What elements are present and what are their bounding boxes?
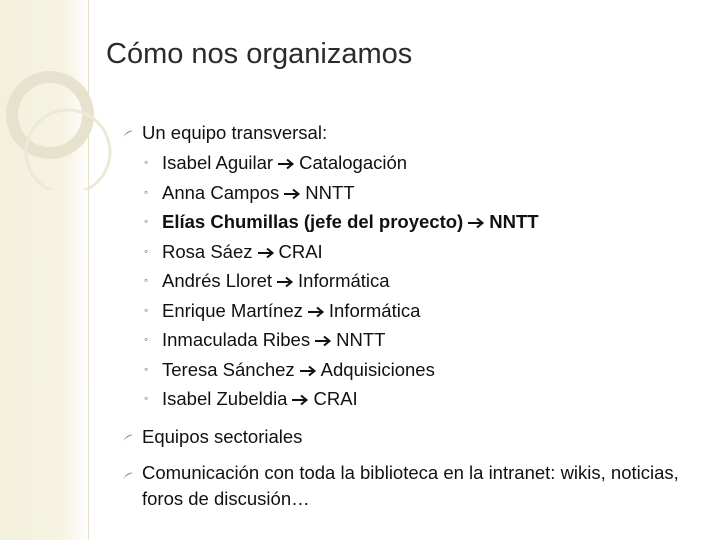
bullet-item: [122, 422, 682, 452]
bullet-text: Equipos sectoriales: [142, 425, 303, 447]
bullet-marker-icon: [122, 129, 134, 139]
team-member-item: [122, 355, 682, 385]
sub-bullet-marker: ◦: [144, 302, 149, 317]
member-name: Andrés Lloret: [162, 270, 273, 291]
bullet-spacer: [122, 452, 682, 460]
member-name: Elías Chumillas (jefe del proyecto): [162, 211, 464, 232]
member-department: Informática: [298, 270, 390, 291]
member-name: Teresa Sánchez: [162, 358, 295, 380]
member-department: CRAI: [313, 388, 358, 409]
member-department: Informática: [328, 299, 421, 321]
member-department: Adquisiciones: [320, 358, 435, 380]
slide-title: Cómo nos organizamos: [106, 38, 413, 70]
sub-bullet-marker: ◦: [144, 273, 149, 287]
team-member-item: [122, 237, 682, 267]
sub-bullet-marker: ◦: [144, 332, 149, 346]
arrow-right-icon: [257, 247, 275, 259]
team-member-item: [122, 178, 682, 208]
arrow-right-icon: [314, 335, 332, 347]
sub-bullet-marker: ◦: [144, 184, 149, 199]
member-name: Rosa Sáez: [162, 240, 253, 262]
member-department: NNTT: [489, 211, 539, 232]
bullet-text: Comunicación con toda la biblioteca en la intranet: wikis, noticias, foros de discusión…: [142, 461, 679, 509]
member-department: Catalogación: [299, 152, 408, 173]
team-member-item: [122, 266, 682, 296]
bullet-text: Un equipo transversal:: [142, 122, 328, 143]
arrow-right-icon: [299, 365, 317, 377]
arrow-right-icon: [276, 276, 294, 288]
team-member-item: [122, 296, 682, 326]
member-name: Isabel Aguilar: [162, 152, 274, 173]
sub-bullet-marker: ◦: [144, 214, 149, 228]
arrow-right-icon: [277, 158, 295, 170]
bullet-marker-icon: [122, 433, 134, 443]
bullet-list: [122, 118, 682, 512]
sub-bullet-marker: ◦: [144, 243, 149, 258]
decorative-circles: [0, 40, 120, 190]
team-member-item: [122, 384, 682, 414]
member-name: Enrique Martínez: [162, 299, 303, 321]
team-member-item: [122, 148, 682, 178]
arrow-right-icon: [291, 394, 309, 406]
arrow-right-icon: [307, 306, 325, 318]
sub-bullet-marker: ◦: [144, 361, 149, 376]
member-department: NNTT: [305, 181, 355, 203]
member-name: Isabel Zubeldia: [162, 388, 288, 409]
arrow-right-icon: [283, 188, 301, 200]
team-member-item: [122, 325, 682, 355]
bullet-spacer: [122, 414, 682, 422]
member-department: NNTT: [336, 329, 386, 350]
team-member-item: [122, 207, 682, 237]
member-name: Inmaculada Ribes: [162, 329, 311, 350]
sub-bullet-marker: ◦: [144, 155, 149, 169]
arrow-right-icon: [467, 217, 485, 229]
sub-bullet-marker: ◦: [144, 391, 149, 405]
bullet-item: [122, 118, 682, 148]
bullet-marker-icon: [122, 471, 134, 481]
member-name: Anna Campos: [162, 181, 280, 203]
bullet-item: [122, 460, 682, 512]
member-department: CRAI: [278, 240, 323, 262]
